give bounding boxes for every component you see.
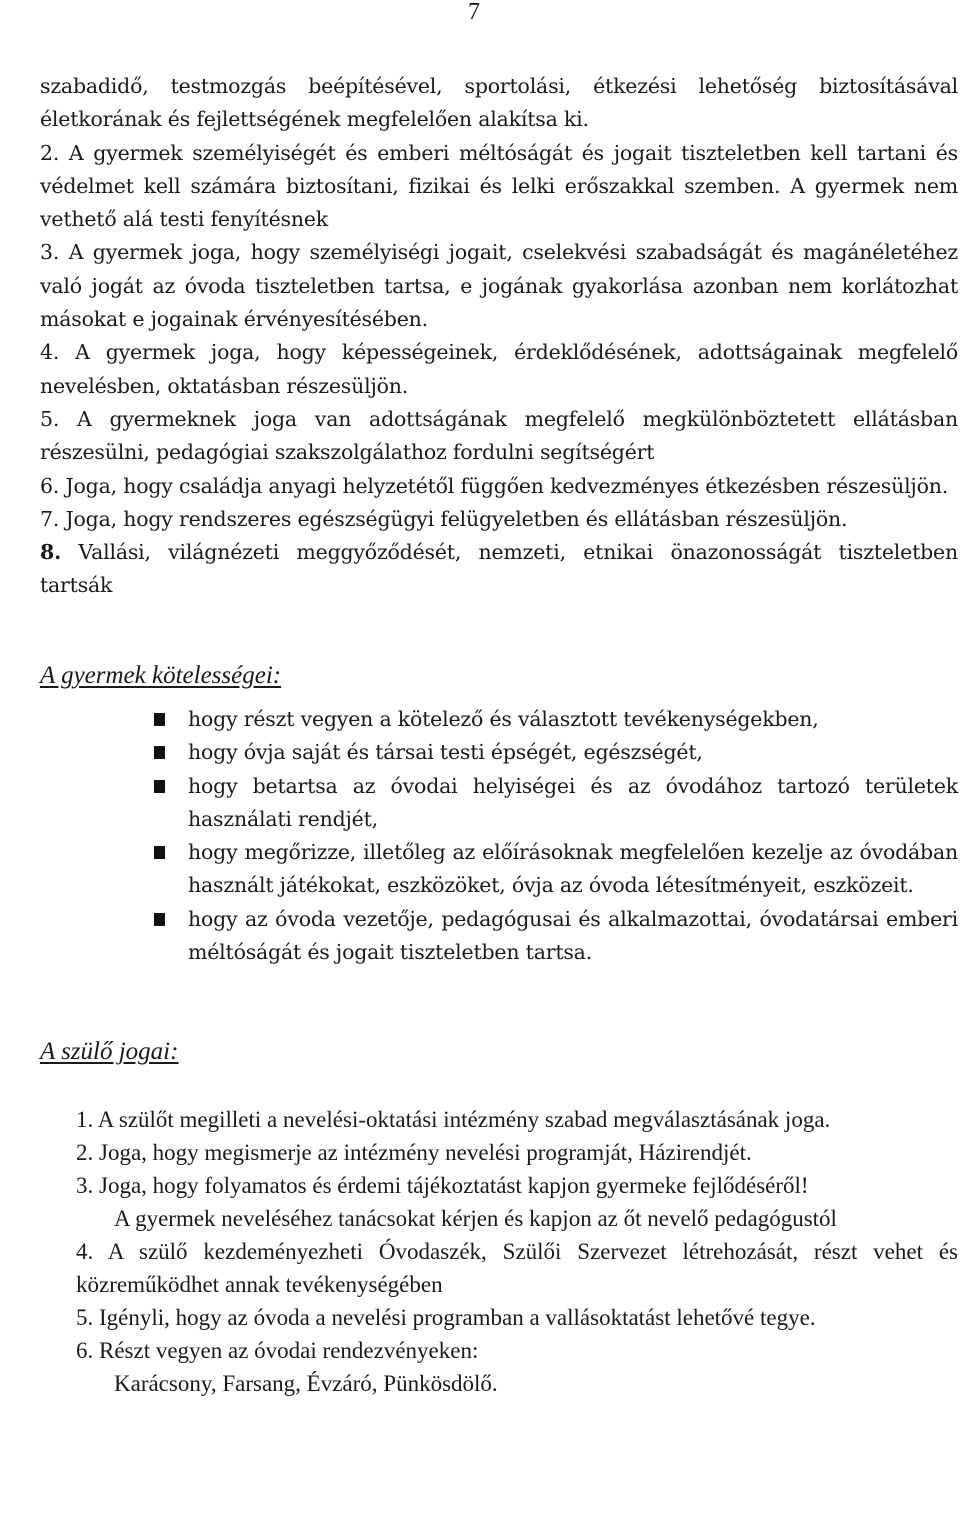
right-item-8 (40, 536, 958, 603)
right-item-6 (40, 470, 958, 503)
right-item-5 (40, 403, 958, 470)
right-text: A gyermek személyiségét és emberi méltóságát és jogait tiszteletben kell tartani és védelmet kell számára biztosítani, fizikai és lelki erőszakkal szemben. A gyermek nem vethető alá testi fenyítésnek (40, 140, 958, 232)
child-rights-list (40, 70, 958, 603)
duty-item: hogy részt vegyen a kötelező és választott tevékenységekben, (148, 703, 958, 736)
duties-list (148, 703, 958, 969)
right-text: Joga, hogy rendszeres egészségügyi felügyeletben és ellátásban részesüljön. (65, 506, 848, 531)
right-text: Joga, hogy családja anyagi helyzetétől függően kedvezményes étkezésben részesüljön. (65, 473, 949, 498)
right-number: 5. (40, 406, 60, 431)
duty-item: hogy megőrizze, illetőleg az előírásoknak megfelelően kezelje az óvodában használt játékokat, eszközöket, óvja az óvoda létesítményeit, eszközeit. (148, 836, 958, 903)
parent-right-4: 4. A szülő kezdeményezheti Óvodaszék, Szülői Szervezet létrehozását, részt vehet és közreműködhet annak tevékenységében (76, 1239, 958, 1297)
duty-item: hogy óvja saját és társai testi épségét, egészségét, (148, 736, 958, 769)
parent-right-2: 2. Joga, hogy megismerje az intézmény nevelési programját, Házirendjét. (76, 1140, 752, 1165)
right-text: A gyermek joga, hogy személyiségi jogait, cselekvési szabadságát és magánéletéhez való jogát az óvoda tiszteletben tartsa, e jogának gyakorlása azonban nem korlátozhat másokat e jogainak érvényesítésében. (40, 240, 958, 332)
parent-right-6-detail: Karácsony, Farsang, Évzáró, Pünkösdölő. (114, 1371, 498, 1396)
duty-item: hogy az óvoda vezetője, pedagógusai és alkalmazottai, óvodatársai emberi méltóságát és jogait tiszteletben tartsa. (148, 903, 958, 970)
parent-right-6: 6. Részt vegyen az óvodai rendezvényeken: (76, 1338, 479, 1363)
parent-rights-heading: A szülő jogai: (40, 1038, 179, 1065)
duties-heading: A gyermek kötelességei: (40, 662, 282, 689)
duty-item: hogy betartsa az óvodai helyiségei és az óvodához tartozó területek használati rendjét, (148, 770, 958, 837)
right-item-4 (40, 336, 958, 403)
right-text: Vallási, világnézeti meggyőződését, nemzeti, etnikai önazonosságát tiszteletben tartsák (40, 540, 958, 598)
parent-right-3-detail: A gyermek neveléséhez tanácsokat kérjen és kapjon az őt nevelő pedagógustól (114, 1206, 837, 1231)
right-text: A gyermeknek joga van adottságának megfelelő megkülönböztetett ellátásban részesülni, pedagógiai szakszolgálathoz fordulni segítségért (40, 406, 958, 465)
parent-rights-list (76, 1103, 958, 1400)
right-item-2 (40, 137, 958, 237)
right-number: 6. (40, 473, 60, 498)
right-number: 8. (40, 540, 62, 565)
page-number: 7 (468, 0, 480, 25)
parent-right-5: 5. Igényli, hogy az óvoda a nevelési programban a vallásoktatást lehetővé tegye. (76, 1305, 816, 1330)
right-number: 2. (40, 140, 60, 165)
right-item-3 (40, 236, 958, 336)
right-item-7 (40, 503, 958, 536)
right-number: 4. (40, 340, 60, 365)
parent-right-3: 3. Joga, hogy folyamatos és érdemi tájékoztatást kapjon gyermeke fejlődéséről! (76, 1173, 809, 1198)
parent-right-1: 1. A szülőt megilleti a nevelési-oktatási intézmény szabad megválasztásának joga. (76, 1107, 831, 1132)
right-number: 3. (40, 240, 60, 265)
right-number: 7. (40, 506, 60, 531)
rights-continuation: szabadidő, testmozgás beépítésével, sportolási, étkezési lehetőség biztosításával életkorának és fejlettségének megfelelően alakítsa ki. (40, 74, 958, 132)
right-text: A gyermek joga, hogy képességeinek, érdeklődésének, adottságainak megfelelő nevelésben, oktatásban részesüljön. (40, 340, 958, 398)
